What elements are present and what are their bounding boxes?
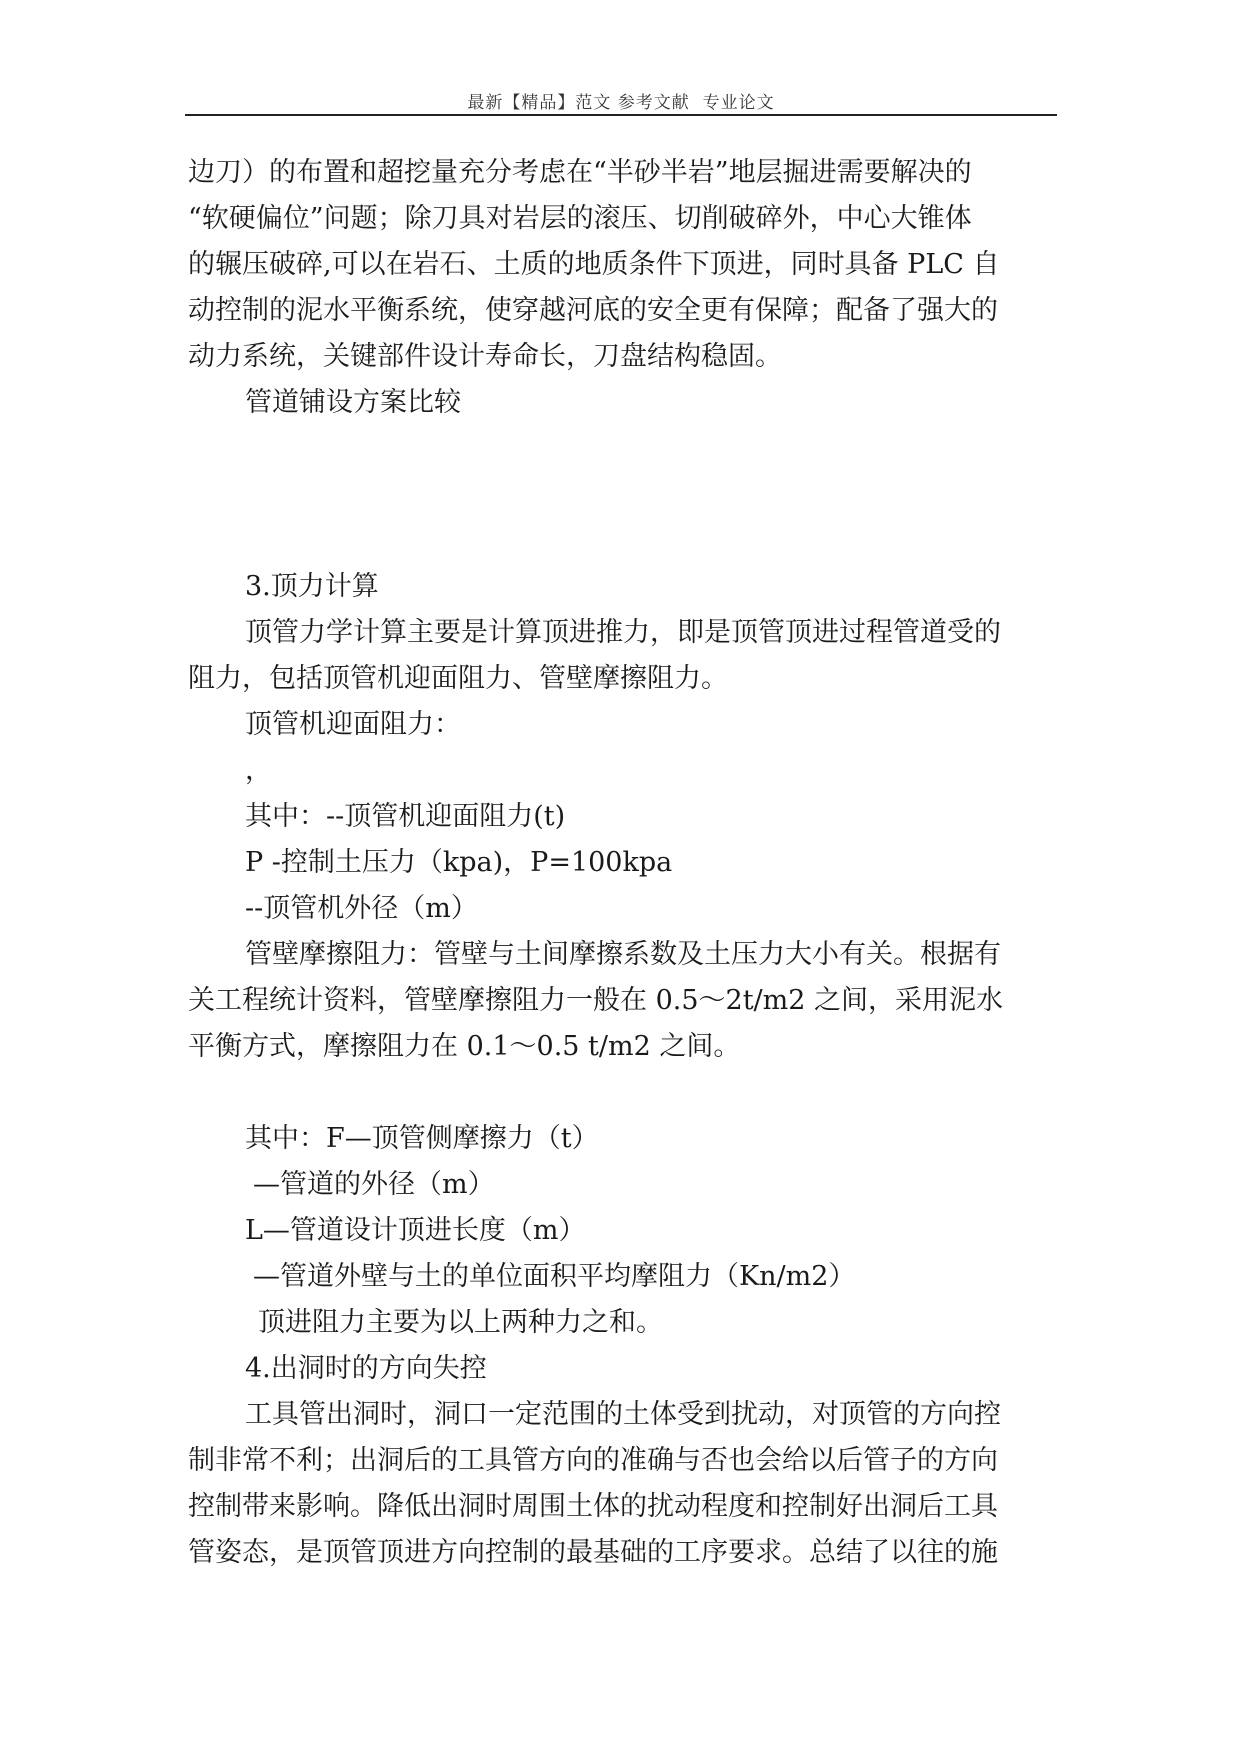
formula-placeholder <box>188 1070 1068 1116</box>
figure-placeholder <box>188 518 1068 564</box>
formula-label: 顶管机迎面阻力： <box>245 709 461 740</box>
paragraph-line: 管壁摩擦阻力：管壁与土间摩擦系数及土压力大小有关。根据有 <box>245 939 1001 970</box>
paragraph-line: 关工程统计资料，管壁摩擦阻力一般在 0.5～2t/m2 之间，采用泥水 <box>188 985 1004 1016</box>
paragraph-line: 动控制的泥水平衡系统，使穿越河底的安全更有保障；配备了强大的 <box>188 295 998 326</box>
figure-placeholder <box>188 426 1068 472</box>
section-heading: 3.顶力计算 <box>245 571 379 602</box>
variable-definition: --顶管机外径（m） <box>245 893 478 924</box>
paragraph-line: 制非常不利；出洞后的工具管方向的准确与否也会给以后管子的方向 <box>188 1445 998 1476</box>
variable-definition: 其中：F—顶管侧摩擦力（t） <box>245 1123 599 1154</box>
paragraph-line: 平衡方式，摩擦阻力在 0.1～0.5 t/m2 之间。 <box>188 1031 741 1062</box>
paragraph-line: 边刀）的布置和超挖量充分考虑在“半砂半岩”地层掘进需要解决的 <box>188 157 972 188</box>
paragraph-line: 动力系统，关键部件设计寿命长，刀盘结构稳固。 <box>188 341 782 372</box>
variable-definition: P -控制土压力（kpa)，P=100kpa <box>245 847 673 878</box>
paragraph-line: 的辗压破碎,可以在岩石、土质的地质条件下顶进，同时具备 PLC 自 <box>188 249 1000 280</box>
figure-placeholder <box>188 472 1068 518</box>
formula-placeholder: ， <box>245 755 272 786</box>
summary-note: 顶进阻力主要为以上两种力之和。 <box>258 1307 663 1338</box>
variable-definition: L—管道设计顶进长度（m） <box>245 1215 586 1246</box>
section-heading: 4.出洞时的方向失控 <box>245 1353 487 1384</box>
variable-definition: 其中：--顶管机迎面阻力(t) <box>245 801 566 832</box>
paragraph-line: 管姿态，是顶管顶进方向控制的最基础的工序要求。总结了以往的施 <box>188 1537 998 1568</box>
paragraph-line: 顶管力学计算主要是计算顶进推力，即是顶管顶进过程管道受的 <box>245 617 1001 648</box>
page-header: 最新【精品】范文 参考文献 专业论文 <box>467 93 775 113</box>
variable-definition: —管道外壁与土的单位面积平均摩阻力（Kn/m2） <box>253 1261 856 1292</box>
comparison-heading: 管道铺设方案比较 <box>245 387 461 418</box>
variable-definition: —管道的外径（m） <box>253 1169 495 1200</box>
paragraph-line: “软硬偏位”问题；除刀具对岩层的滚压、切削破碎外，中心大锥体 <box>188 203 972 234</box>
paragraph-line: 阻力，包括顶管机迎面阻力、管壁摩擦阻力。 <box>188 663 728 694</box>
paragraph-line: 工具管出洞时，洞口一定范围的土体受到扰动，对顶管的方向控 <box>245 1399 1001 1430</box>
header-divider <box>185 114 1057 116</box>
document-body <box>188 150 1068 1576</box>
paragraph-line: 控制带来影响。降低出洞时周围土体的扰动程度和控制好出洞后工具 <box>188 1491 998 1522</box>
